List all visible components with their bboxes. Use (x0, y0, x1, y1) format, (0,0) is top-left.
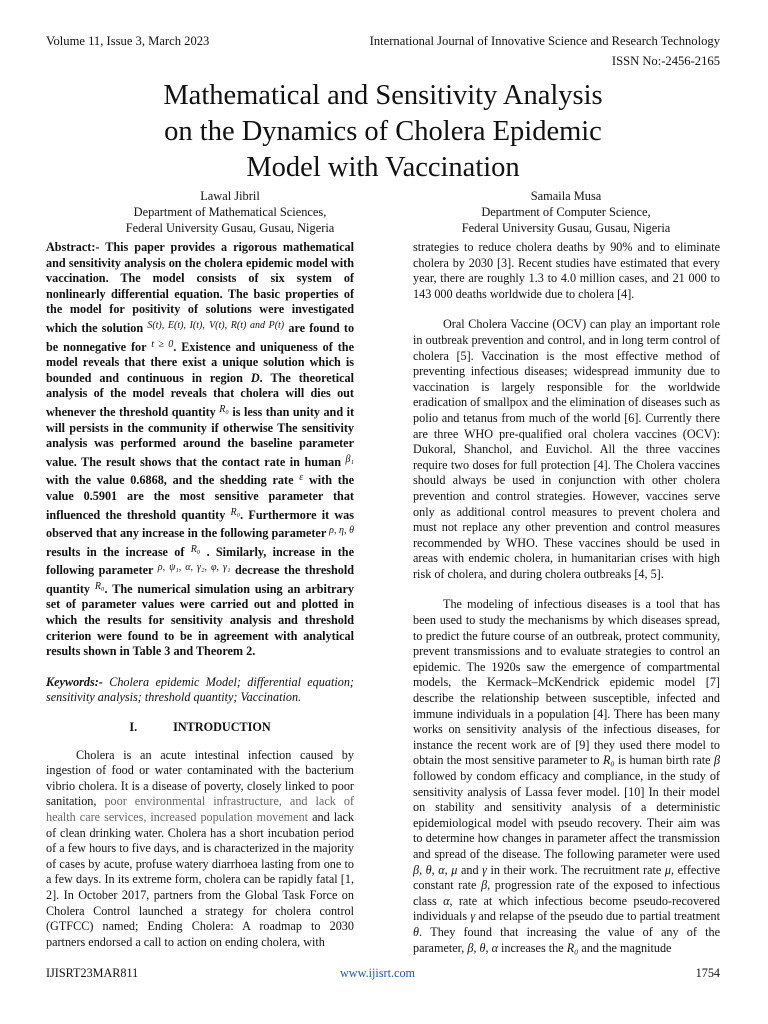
page-number: 1754 (695, 966, 720, 980)
math-symbol: γ (482, 862, 487, 877)
math-symbol: θ (413, 924, 419, 939)
title-line: Mathematical and Sensitivity Analysis (163, 80, 603, 111)
abstract: Abstract:- This paper provides a rigorous mathematical and sensitivity analysis on the cholera epidemic model with vaccination. The model consists of six system of nonlinearly differential equation. The basic properties of the model for positivity of solutions were investigated which the solution $^{S(t), E(t), I(t),}$ $^{V(t), R(t) and P(t)}$ are found to be nonnegative for $^{t \ge 0}$. Existence and uniqueness of the model reveals that there exist a unique solution which is bounded and continuous in region D. The theoretical analysis of the model reveals that cholera will dies out whenever the threshold quantity $^{R_0}$ is less than unity and it will persists in the community if otherwise The sensitivity analysis was performed around the baseline parameter value. The result shows that the contact rate in human $^{\beta_1}$ with the value 0.6868, and the shedding rate $^\varepsilon$ with the value 0.5901 are the most sensitive parameter that influenced the threshold quantity $^{R_0}$. Furthermore it was observed that any increase in the following parameter $^{\rho, \eta, \theta}$ results in the increase of $^{R_0}$ . Similarly, increase in the following parameter $^{\rho, \psi_1, \alpha, \gamma_2, \varphi, \gamma_1}$ decrease the threshold quantity $^{R_0}$. The numerical simulation using an arbitrary set of parameter values were carried out and plotted in which the results for sensitivity analysis and threshold criterion were found to be in agreement with analytical results shown in Table 3 and Theorem 2. (46, 240, 355, 659)
math-symbol: β₁ (345, 453, 355, 465)
title-line: on the Dynamics of Cholera Epidemic (164, 116, 602, 147)
journal-url-link[interactable]: www.ijisrt.com (340, 966, 416, 980)
math-symbol: R₀ (219, 403, 229, 415)
author-name: Lawal Jibril (200, 189, 260, 203)
volume-info: Volume 11, Issue 3, March 2023 (46, 34, 210, 48)
section-heading (46, 720, 354, 736)
math-symbol: R₀ (230, 506, 241, 518)
math-symbols: β, θ, α, μ (413, 862, 458, 877)
math-symbol: R₀ (190, 543, 201, 555)
author-department: Department of Mathematical Sciences, (133, 205, 327, 219)
math-symbols: ρ, ψ₁, α, γ₂, φ, γ₁ (157, 562, 231, 574)
math-symbol: R₀ (566, 940, 579, 955)
right-column (413, 240, 720, 956)
paragraph: The modeling of infectious diseases is a tool that has been used to study the mechanisms by which diseases spread, to predict the future course of an outbreak, protect community, prevent transmissions and to evaluate strategies to control an epidemic. The 1920s saw the emergence of compartmental models, the Kermack–McKendrick epidemic model [7] describe the relationship between susceptible, infected and immune individuals in a population [4]. There has been many works on sensitivity analysis of the infectious diseases, for instance the recent work are of [9] they used there model to obtain the most sensitive parameter to R₀ is human birth rate β followed by condom efficacy and compliance, in the study of sensitivity analysis of Lassa fever model. [10] In their model on stability and sensitivity analysis of a deterministic epidemiological model with pseudo recovery. Their aim was to determine how changes in parameter affect the transmission and spread of the disease. The following parameter were used β, θ, α, μ and γ in their work. The recruitment rate μ, effective constant rate β, progression rate of the exposed to infectious class α, rate at which infectious become pseudo-recovered individuals γ and relapse of the pseudo due to partial treatment θ. They found that increasing the value of any of the parameter, β, θ, α increases the R₀ and the magnitude (413, 597, 721, 955)
keywords-text: Cholera epidemic Model; differential equation; sensitivity analysis; threshold quantity; Vaccination. (46, 674, 354, 705)
math-symbols: S(t), E(t), I(t), (147, 319, 205, 331)
section-number: I. (129, 720, 138, 735)
author-name: Samaila Musa (530, 189, 602, 203)
math-symbol: β (481, 878, 488, 893)
author-block (80, 188, 380, 236)
title-line: Model with Vaccination (246, 152, 520, 183)
paragraph: Oral Cholera Vaccine (OCV) can play an important role in outbreak prevention and control, and in long term control of cholera [5]. Vaccination is the most effective method of preventing infectious diseases; widespread immunity due to vaccination is largely responsible for the worldwide eradication of smallpox and the elimination of diseases such as polio and tetanus from much of the world [6]. Currently there are three WHO pre-qualified oral cholera vaccines (OCV): Dukoral, Shanchol, and Euvichol. All the three vaccines require two doses for full protection [4]. The Cholera vaccines should always be used in conjunction with other cholera prevention and control strategies. However, vaccines serve only as additional control measures to prevent cholera and must not replace any other prevention and control measures recommended by WHO. These vaccines should be used in areas with endemic cholera, in humanitarian crises with high risk of cholera, and during cholera outbreaks [4, 5]. (413, 317, 720, 581)
keywords (46, 675, 354, 706)
math-symbols: V(t), R(t) and P(t) (209, 319, 285, 331)
keywords-label: Keywords:- (46, 674, 103, 689)
paper-title (46, 78, 720, 186)
math-symbol: D (250, 370, 260, 385)
author-department: Department of Computer Science, (481, 205, 651, 219)
journal-name: International Journal of Innovative Science and Research Technology (369, 34, 720, 48)
highlighted-text: poor environmental infrastructure, and lack of health care services, increased population movement (46, 794, 354, 824)
paragraph: strategies to reduce cholera deaths by 90% and to eliminate cholera by 2030 [3]. Recent studies have estimated that every year, there are roughly 1.3 to 4.0 million cases, and 21 000 to 143 000 deaths worldwide due to cholera [4]. (413, 240, 720, 301)
math-symbols: ρ, η, θ (329, 525, 354, 537)
math-symbol: μ (664, 862, 672, 877)
author-affiliation: Federal University Gusau, Gusau, Nigeria (461, 221, 671, 235)
math-symbol: ε (299, 472, 304, 484)
left-column (46, 240, 354, 950)
intro-paragraph: Cholera is an acute intestinal infection caused by ingestion of food or water contaminated with the bacterium vibrio cholera. It is a disease of poverty, closely linked to poor sanitation, poor environmental infrastructure, and lack of health care services, increased population movement and lack of clean drinking water. Cholera has a short incubation period of a few hours to five days, and is characterized in the majority of cases by acute, profuse watery diarrhoea lasting from one to a few days. In its extreme form, cholera can be rapidly fatal [1, 2]. In October 2017, partners from the Global Task Force on Cholera Control launched a strategy for cholera control (GTFCC) named; Ending Cholera: A roadmap to 2030 partners endorsed a call to action on ending cholera, with (46, 747, 355, 949)
math-symbol: γ (470, 909, 476, 924)
math-symbol: R₀ (602, 753, 615, 768)
section-title: INTRODUCTION (173, 720, 271, 735)
author-block (416, 188, 716, 236)
paper-code: IJISRT23MAR811 (46, 966, 139, 980)
author-affiliation: Federal University Gusau, Gusau, Nigeria (125, 221, 335, 235)
math-symbols: β, θ, α (467, 940, 498, 955)
math-symbol: β (713, 753, 721, 768)
math-symbols: t ≥ 0 (151, 338, 174, 350)
math-symbol: α (443, 893, 450, 908)
math-symbol: R₀ (94, 580, 105, 592)
issn: ISSN No:-2456-2165 (611, 54, 720, 68)
